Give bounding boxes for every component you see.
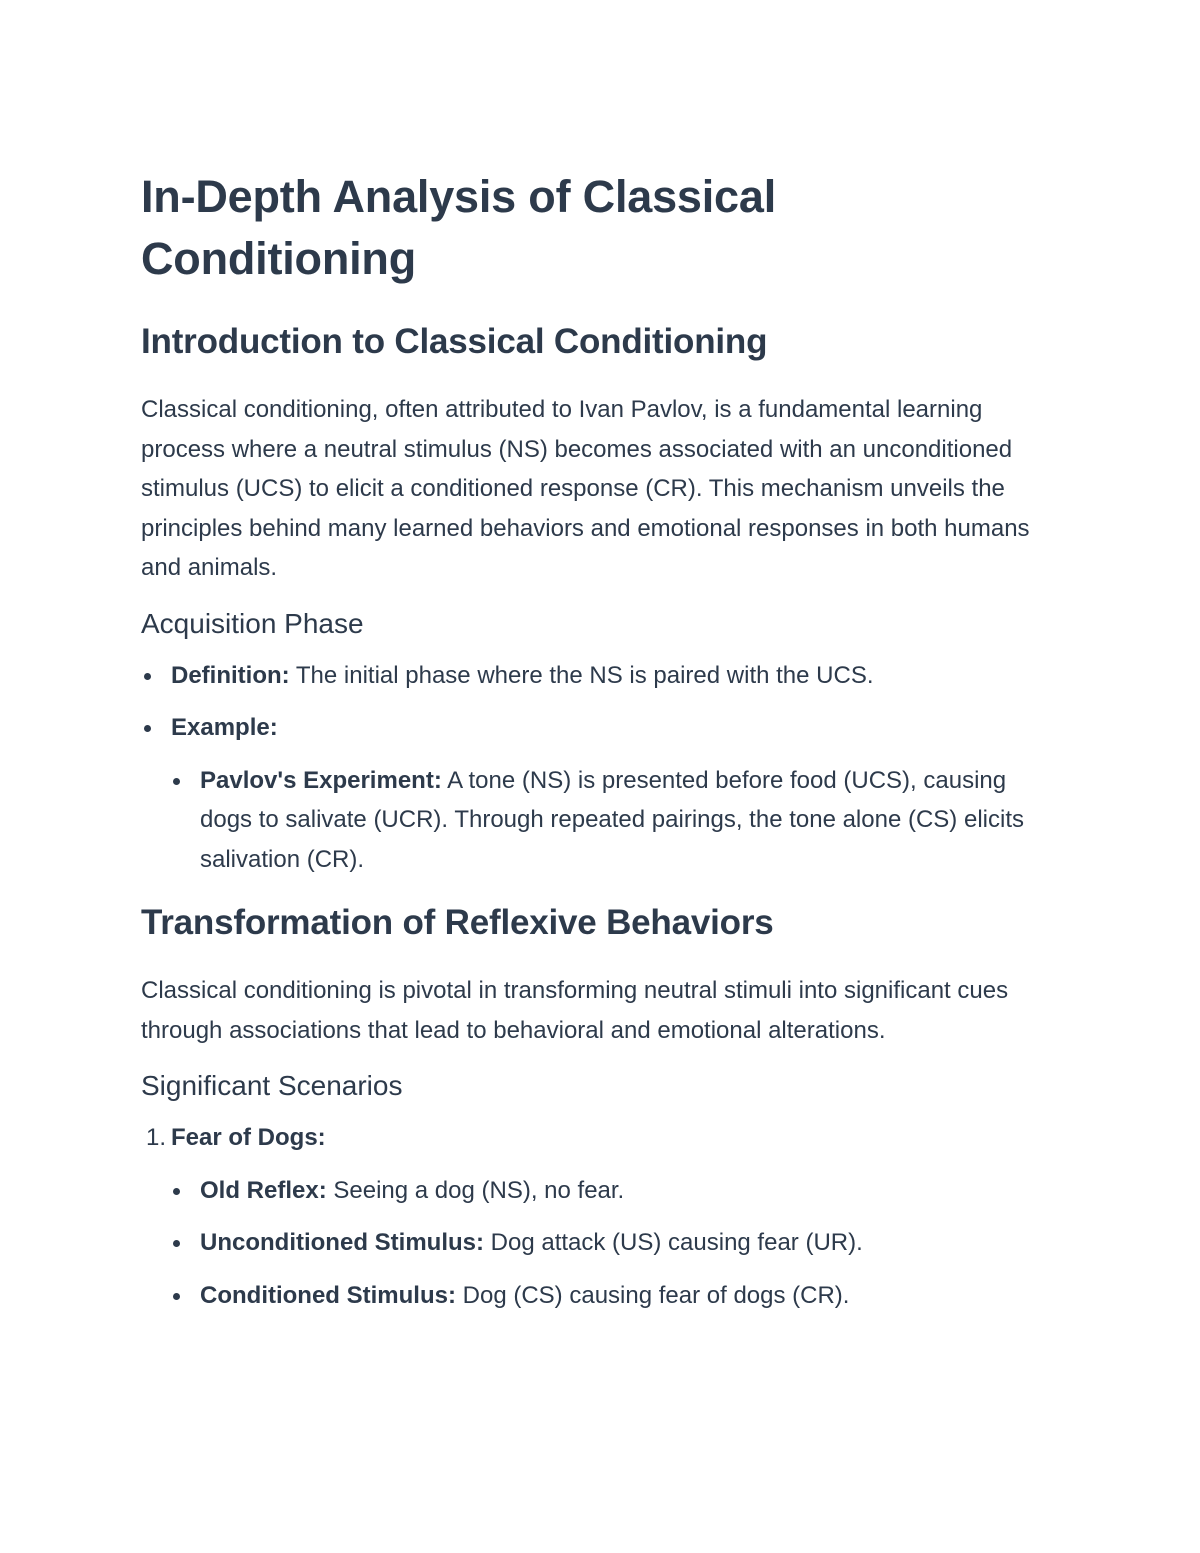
list-item [141,708,1061,748]
list-item [141,1276,1061,1316]
bullet-icon [173,778,180,785]
list-item-label: Conditioned Stimulus: [200,1281,456,1309]
bullet-icon [173,1293,180,1300]
list-item-label: Pavlov's Experiment: [200,766,442,794]
document-page [141,166,1061,1328]
fear-of-dogs-sublist [141,1171,1061,1316]
bullet-icon [173,1188,180,1195]
list-item-text: Seeing a dog (NS), no fear. [326,1176,625,1204]
bullet-icon [173,1240,180,1247]
bullet-icon [144,725,151,732]
list-item-text: Dog (CS) causing fear of dogs (CR). [455,1281,850,1309]
section-heading-introduction: Introduction to Classical Conditioning [141,322,768,361]
document-title: In-Depth Analysis of Classical Conditioning [141,171,777,284]
subheading-acquisition-phase: Acquisition Phase [141,607,364,639]
list-item-text: Dog attack (US) causing fear (UR). [483,1229,863,1256]
scenarios-list [141,1118,1061,1158]
list-item [141,656,1061,696]
section-paragraph-transformation: Classical conditioning is pivotal in transforming neutral stimuli into significant cues through associations that lead to behavioral and emotional alterations. [141,977,1009,1044]
list-item [141,1118,1061,1158]
list-item-text: A tone (NS) is presented before food (UCS), causing dogs to salivate (UCR). Through repeated pairings, the tone alone (CS) elicits salivation (CR). [200,766,1024,873]
section-paragraph-introduction: Classical conditioning, often attributed to Ivan Pavlov, is a fundamental learning process where a neutral stimulus (NS) becomes associated with an unconditioned stimulus (UCS) to elicit a conditioned response (CR). This mechanism unveils the principles behind many learned behaviors and emotional responses in both humans and animals. [141,396,1030,581]
list-item-text: The initial phase where the NS is paired with the UCS. [289,661,874,689]
example-sublist [141,761,1061,880]
list-item-number: 1. [146,1124,167,1151]
list-item-label: Unconditioned Stimulus: [200,1229,484,1256]
list-item [141,1223,1061,1263]
list-item-label: Definition: [171,661,290,689]
section-heading-transformation: Transformation of Reflexive Behaviors [141,903,774,942]
list-item-label: Fear of Dogs: [171,1124,326,1151]
list-item-label: Example: [171,714,278,741]
acquisition-list [141,656,1061,748]
list-item-label: Old Reflex: [200,1176,327,1204]
list-item [141,761,1061,880]
list-item [141,1171,1061,1211]
subheading-significant-scenarios: Significant Scenarios [141,1070,403,1101]
bullet-icon [144,673,151,680]
